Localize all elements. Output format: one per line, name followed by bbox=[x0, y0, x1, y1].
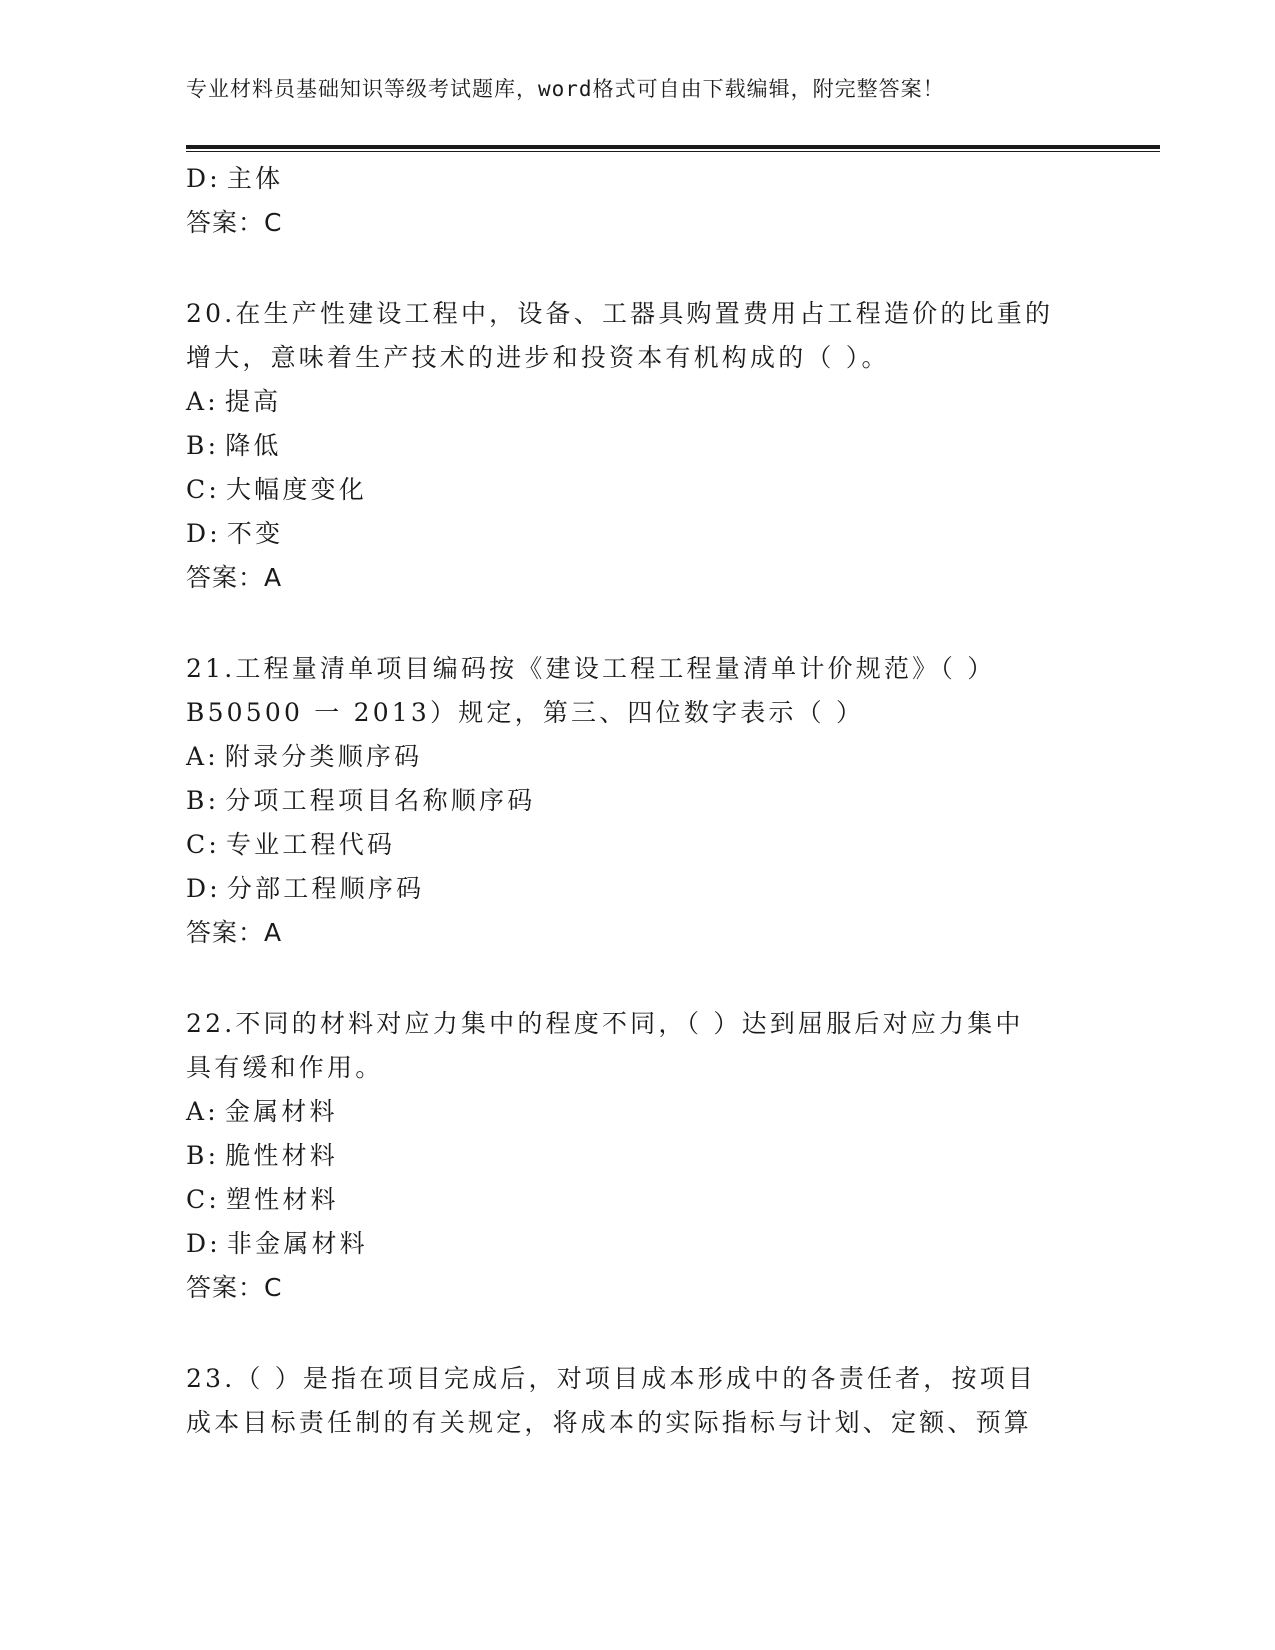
option-a: A: 附录分类顺序码 bbox=[186, 742, 423, 771]
header-rule-thick bbox=[186, 145, 1160, 149]
option-c: C: 大幅度变化 bbox=[186, 475, 367, 504]
option-c: C: 专业工程代码 bbox=[186, 830, 396, 859]
question-text-line: 增大，意味着生产技术的进步和投资本有机构成的（ ）。 bbox=[186, 343, 890, 372]
question-text-line: 21.工程量清单项目编码按《建设工程工程量清单计价规范》（ ） bbox=[186, 654, 996, 683]
page-header: 专业材料员基础知识等级考试题库，word格式可自由下载编辑，附完整答案！ bbox=[186, 77, 945, 101]
answer-line: 答案：C bbox=[186, 208, 283, 237]
answer-line: 答案：A bbox=[186, 563, 283, 592]
question-text-line: B50500 一 2013）规定，第三、四位数字表示（ ） bbox=[186, 698, 865, 727]
option-b: B: 降低 bbox=[186, 431, 282, 460]
question-text-line: 具有缓和作用。 bbox=[186, 1053, 384, 1082]
question-text-line: 成本目标责任制的有关规定，将成本的实际指标与计划、定额、预算 bbox=[186, 1408, 1033, 1437]
option-d: D: 非金属材料 bbox=[186, 1229, 368, 1258]
answer-line: 答案：A bbox=[186, 918, 283, 947]
option-d: D: 分部工程顺序码 bbox=[186, 874, 425, 903]
question-text-line: 22.不同的材料对应力集中的程度不同，（ ）达到屈服后对应力集中 bbox=[186, 1009, 1024, 1038]
answer-line: 答案：C bbox=[186, 1273, 283, 1302]
option-a: A: 金属材料 bbox=[186, 1097, 338, 1126]
question-text-line: 20.在生产性建设工程中，设备、工器具购置费用占工程造价的比重的 bbox=[186, 299, 1054, 328]
option-c: C: 塑性材料 bbox=[186, 1185, 339, 1214]
header-rule-thin bbox=[186, 151, 1160, 152]
option-b: B: 分项工程项目名称顺序码 bbox=[186, 786, 536, 815]
option-d: D: 不变 bbox=[186, 519, 284, 548]
option-d: D: 主体 bbox=[186, 164, 284, 193]
option-b: B: 脆性材料 bbox=[186, 1141, 339, 1170]
question-text-line: 23.（ ）是指在项目完成后，对项目成本形成中的各责任者，按项目 bbox=[186, 1364, 1037, 1393]
option-a: A: 提高 bbox=[186, 387, 282, 416]
